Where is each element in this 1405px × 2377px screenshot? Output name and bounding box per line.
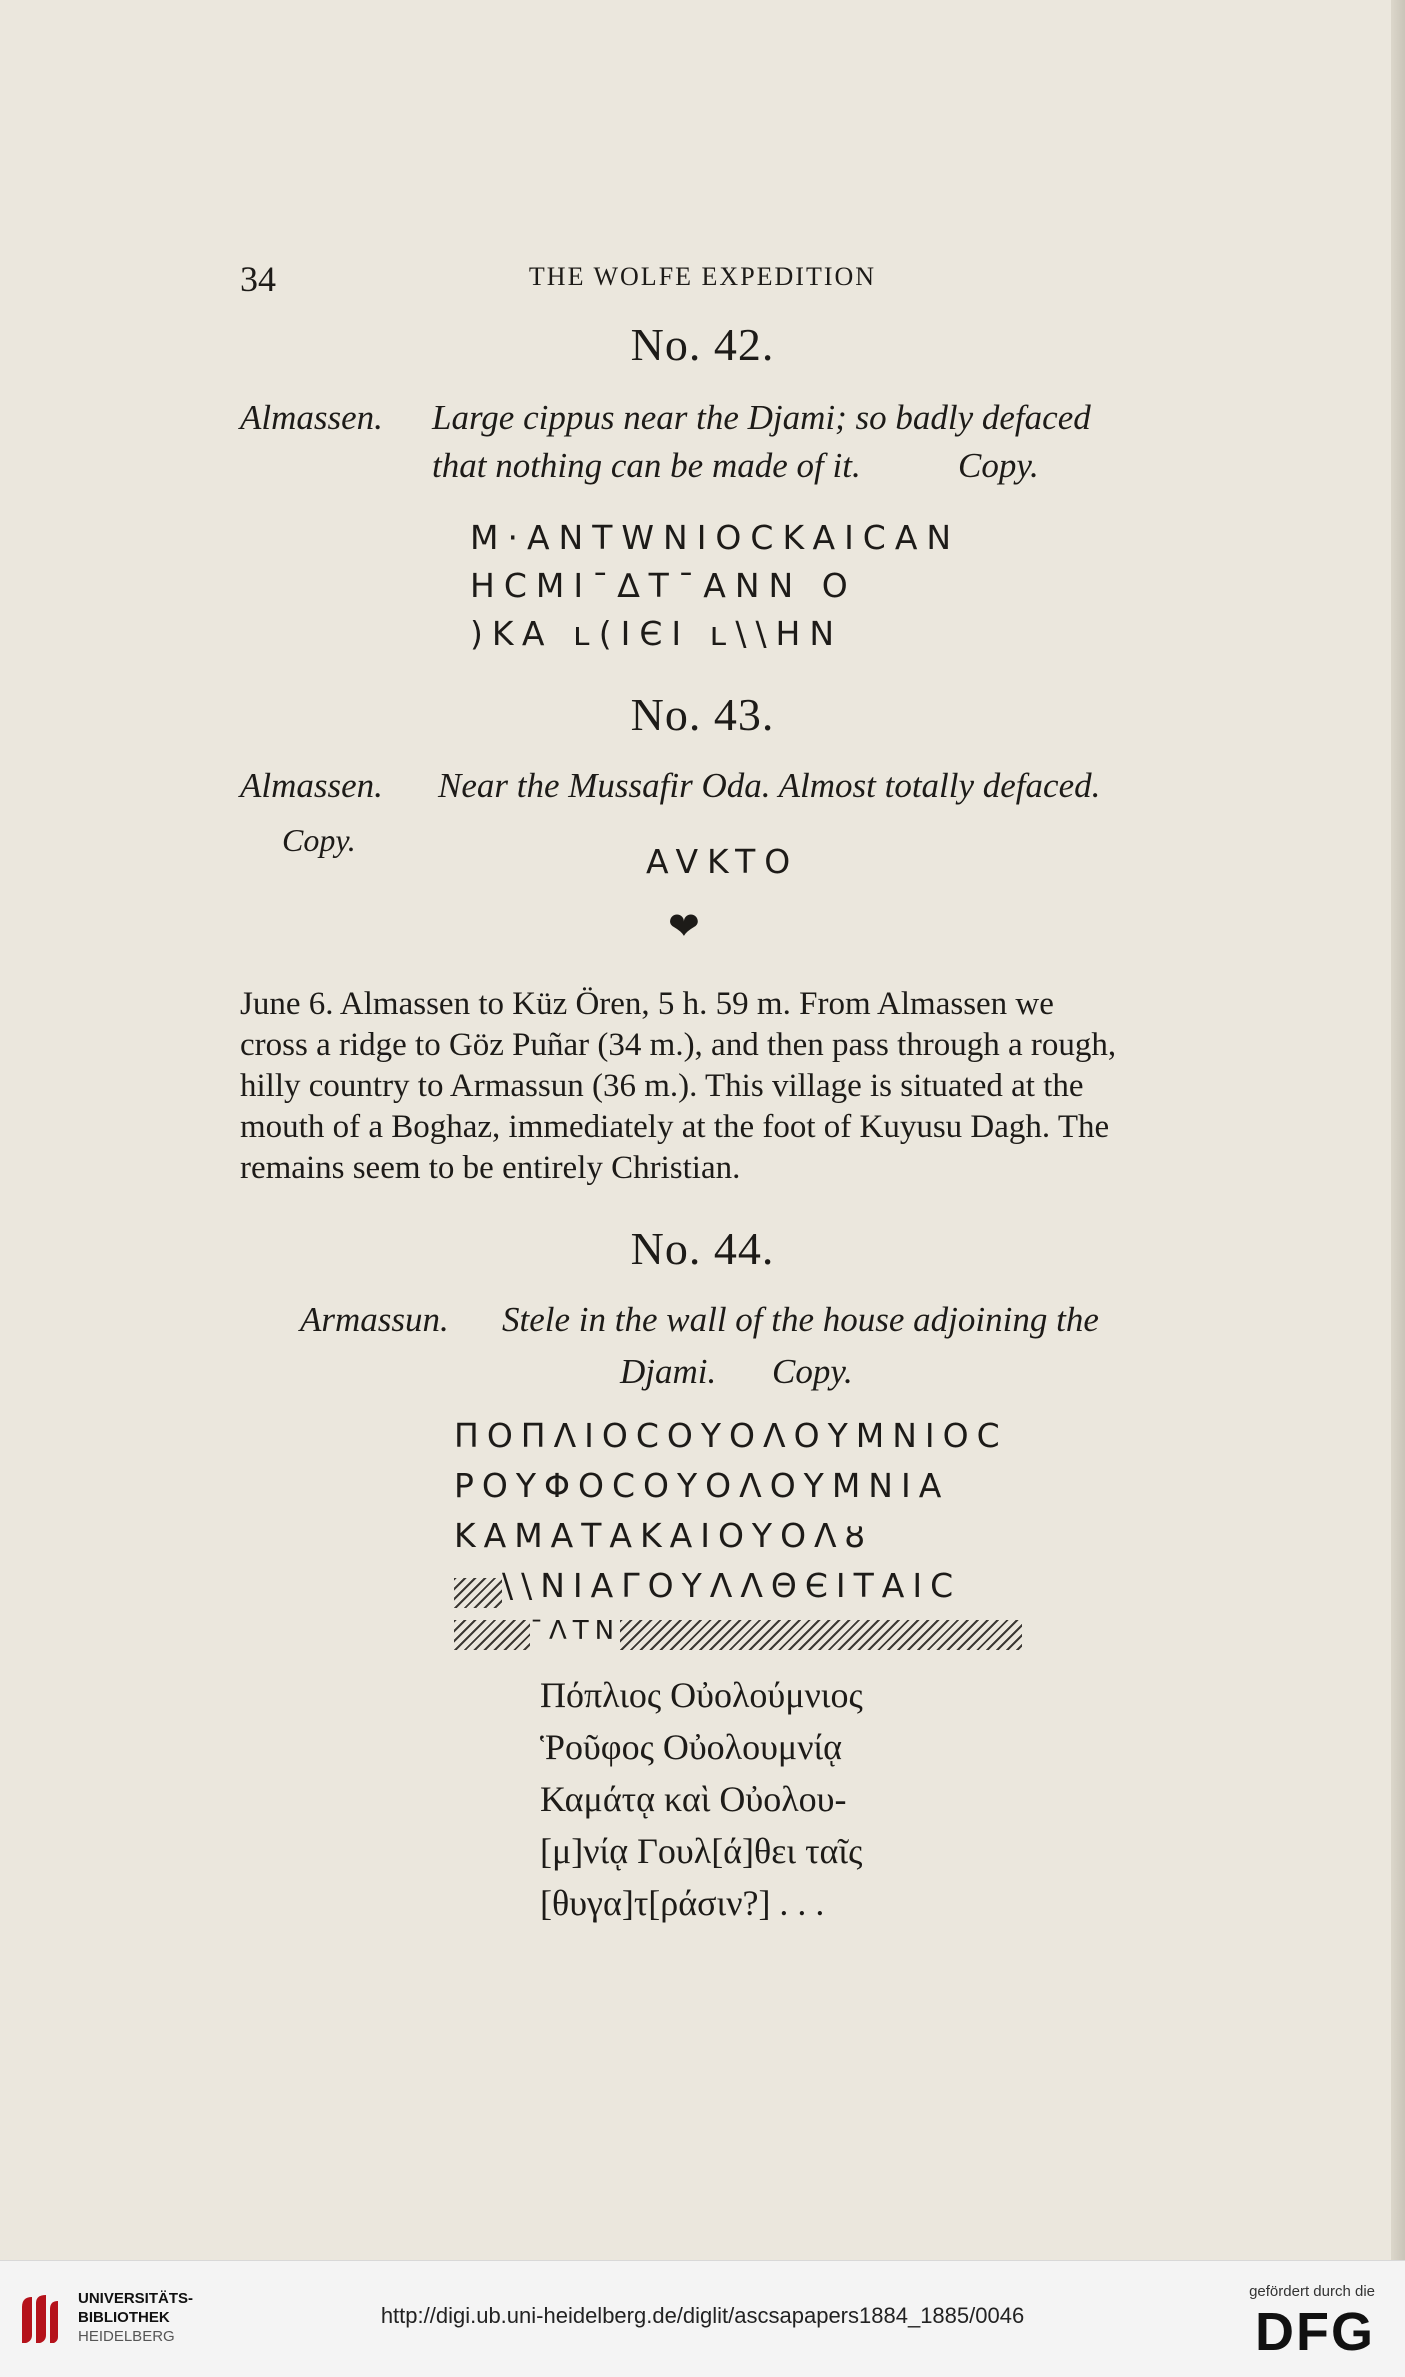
transcription-line-1: Πόπλιος Οὐολούμνιος (540, 1675, 863, 1715)
prose-line-5: remains seem to be entirely Christian. (240, 1150, 741, 1186)
viewer-footer (0, 2260, 1405, 2377)
inscription-no-44-line2: ΡΟΥΦΟСΟΥΟΛΟΥΜΝΙΑ (454, 1466, 950, 1505)
prose-line-1: June 6. Almassen to Küz Ören, 5 h. 59 m. From Almassen we (240, 986, 1054, 1022)
prose-line-4: mouth of a Boghaz, immediately at the foot of Kuyusu Dagh. The (240, 1109, 1110, 1145)
place-no-44: Armassun. (300, 1300, 449, 1339)
inscription-no-42-line2: HCMI¯∆T¯ANN O (470, 566, 857, 605)
description-no-43: Near the Mussafir Oda. Almost totally defaced. (438, 766, 1101, 805)
inscription-no-44-line3: ΚΑΜΑΤΑΚΑΙΟΥΟΛȣ (454, 1516, 873, 1555)
description-no-42-line1: Large cippus near the Djami; so badly defaced (432, 398, 1091, 437)
description-no-44-line2: Djami. (620, 1352, 717, 1391)
library-name-line1: UNIVERSITÄTS- (78, 2290, 194, 2307)
running-title: THE WOLFE EXPEDITION (528, 262, 877, 291)
transcription-line-3: Καμάτᾳ καὶ Οὐολου- (540, 1779, 847, 1819)
prose-line-2: cross a ridge to Göz Puñar (34 m.), and then pass through a rough, (240, 1027, 1117, 1063)
dfg-logo: DFG (1255, 2302, 1375, 2362)
library-name-line2: BIBLIOTHEK (78, 2309, 170, 2326)
library-name-line3: HEIDELBERG (78, 2328, 175, 2345)
defaced-area (620, 1620, 1022, 1650)
heading-no-42: No. 42. (630, 319, 775, 370)
description-no-42-line2: that nothing can be made of it. (432, 446, 861, 485)
transcription-line-4: [μ]νίᾳ Γουλ[ά]θει ταῖς (540, 1831, 863, 1871)
dfg-funding-note: gefördert durch die (1249, 2283, 1375, 2300)
copy-note-no-44: Copy. (772, 1352, 853, 1391)
place-no-42: Almassen. (240, 398, 383, 437)
inscription-no-44-line1: ΠΟΠΛΙΟСΟΥΟΛΟΥΜΝΙΟС (454, 1416, 1008, 1455)
inscription-no-42-line1: M·ANTWNIOCKAICAN (470, 518, 961, 557)
page-number: 34 (240, 259, 276, 299)
inscription-no-44-line4-wrap (454, 1566, 961, 1608)
inscription-no-44-line4: \\ΝΙΑΓΟΥΛΛΘЄΙΤΑΙС (502, 1566, 962, 1605)
source-url-link[interactable]: http://digi.ub.uni-heidelberg.de/diglit/ascsapapers1884_1885/0046 (380, 2303, 1025, 2328)
transcription-line-5: [θυγα]τ[ράσιν?] . . . (540, 1883, 825, 1923)
leaf-symbol-icon: ❤ (668, 904, 700, 948)
transcription-line-2: Ῥοῦφος Οὐολουμνίᾳ (540, 1727, 843, 1767)
defaced-area (454, 1620, 530, 1650)
prose-line-3: hilly country to Armassun (36 m.). This village is situated at the (240, 1068, 1084, 1104)
copy-note-no-43: Copy. (282, 822, 356, 858)
description-no-44-line1: Stele in the wall of the house adjoining the (502, 1300, 1099, 1339)
heading-no-43: No. 43. (630, 689, 775, 740)
inscription-no-42-line3: )KA ʟ(IЄI ʟ\\HN (470, 614, 844, 653)
defaced-area (454, 1578, 502, 1608)
heading-no-44: No. 44. (630, 1223, 775, 1274)
inscription-no-43: AVKTO (646, 842, 800, 881)
place-no-43: Almassen. (240, 766, 383, 805)
inscription-no-44-line5: ¯ΛΤΝ (530, 1616, 621, 1646)
inscription-no-44-line5-wrap (454, 1616, 1022, 1650)
copy-note-no-42: Copy. (958, 446, 1039, 485)
